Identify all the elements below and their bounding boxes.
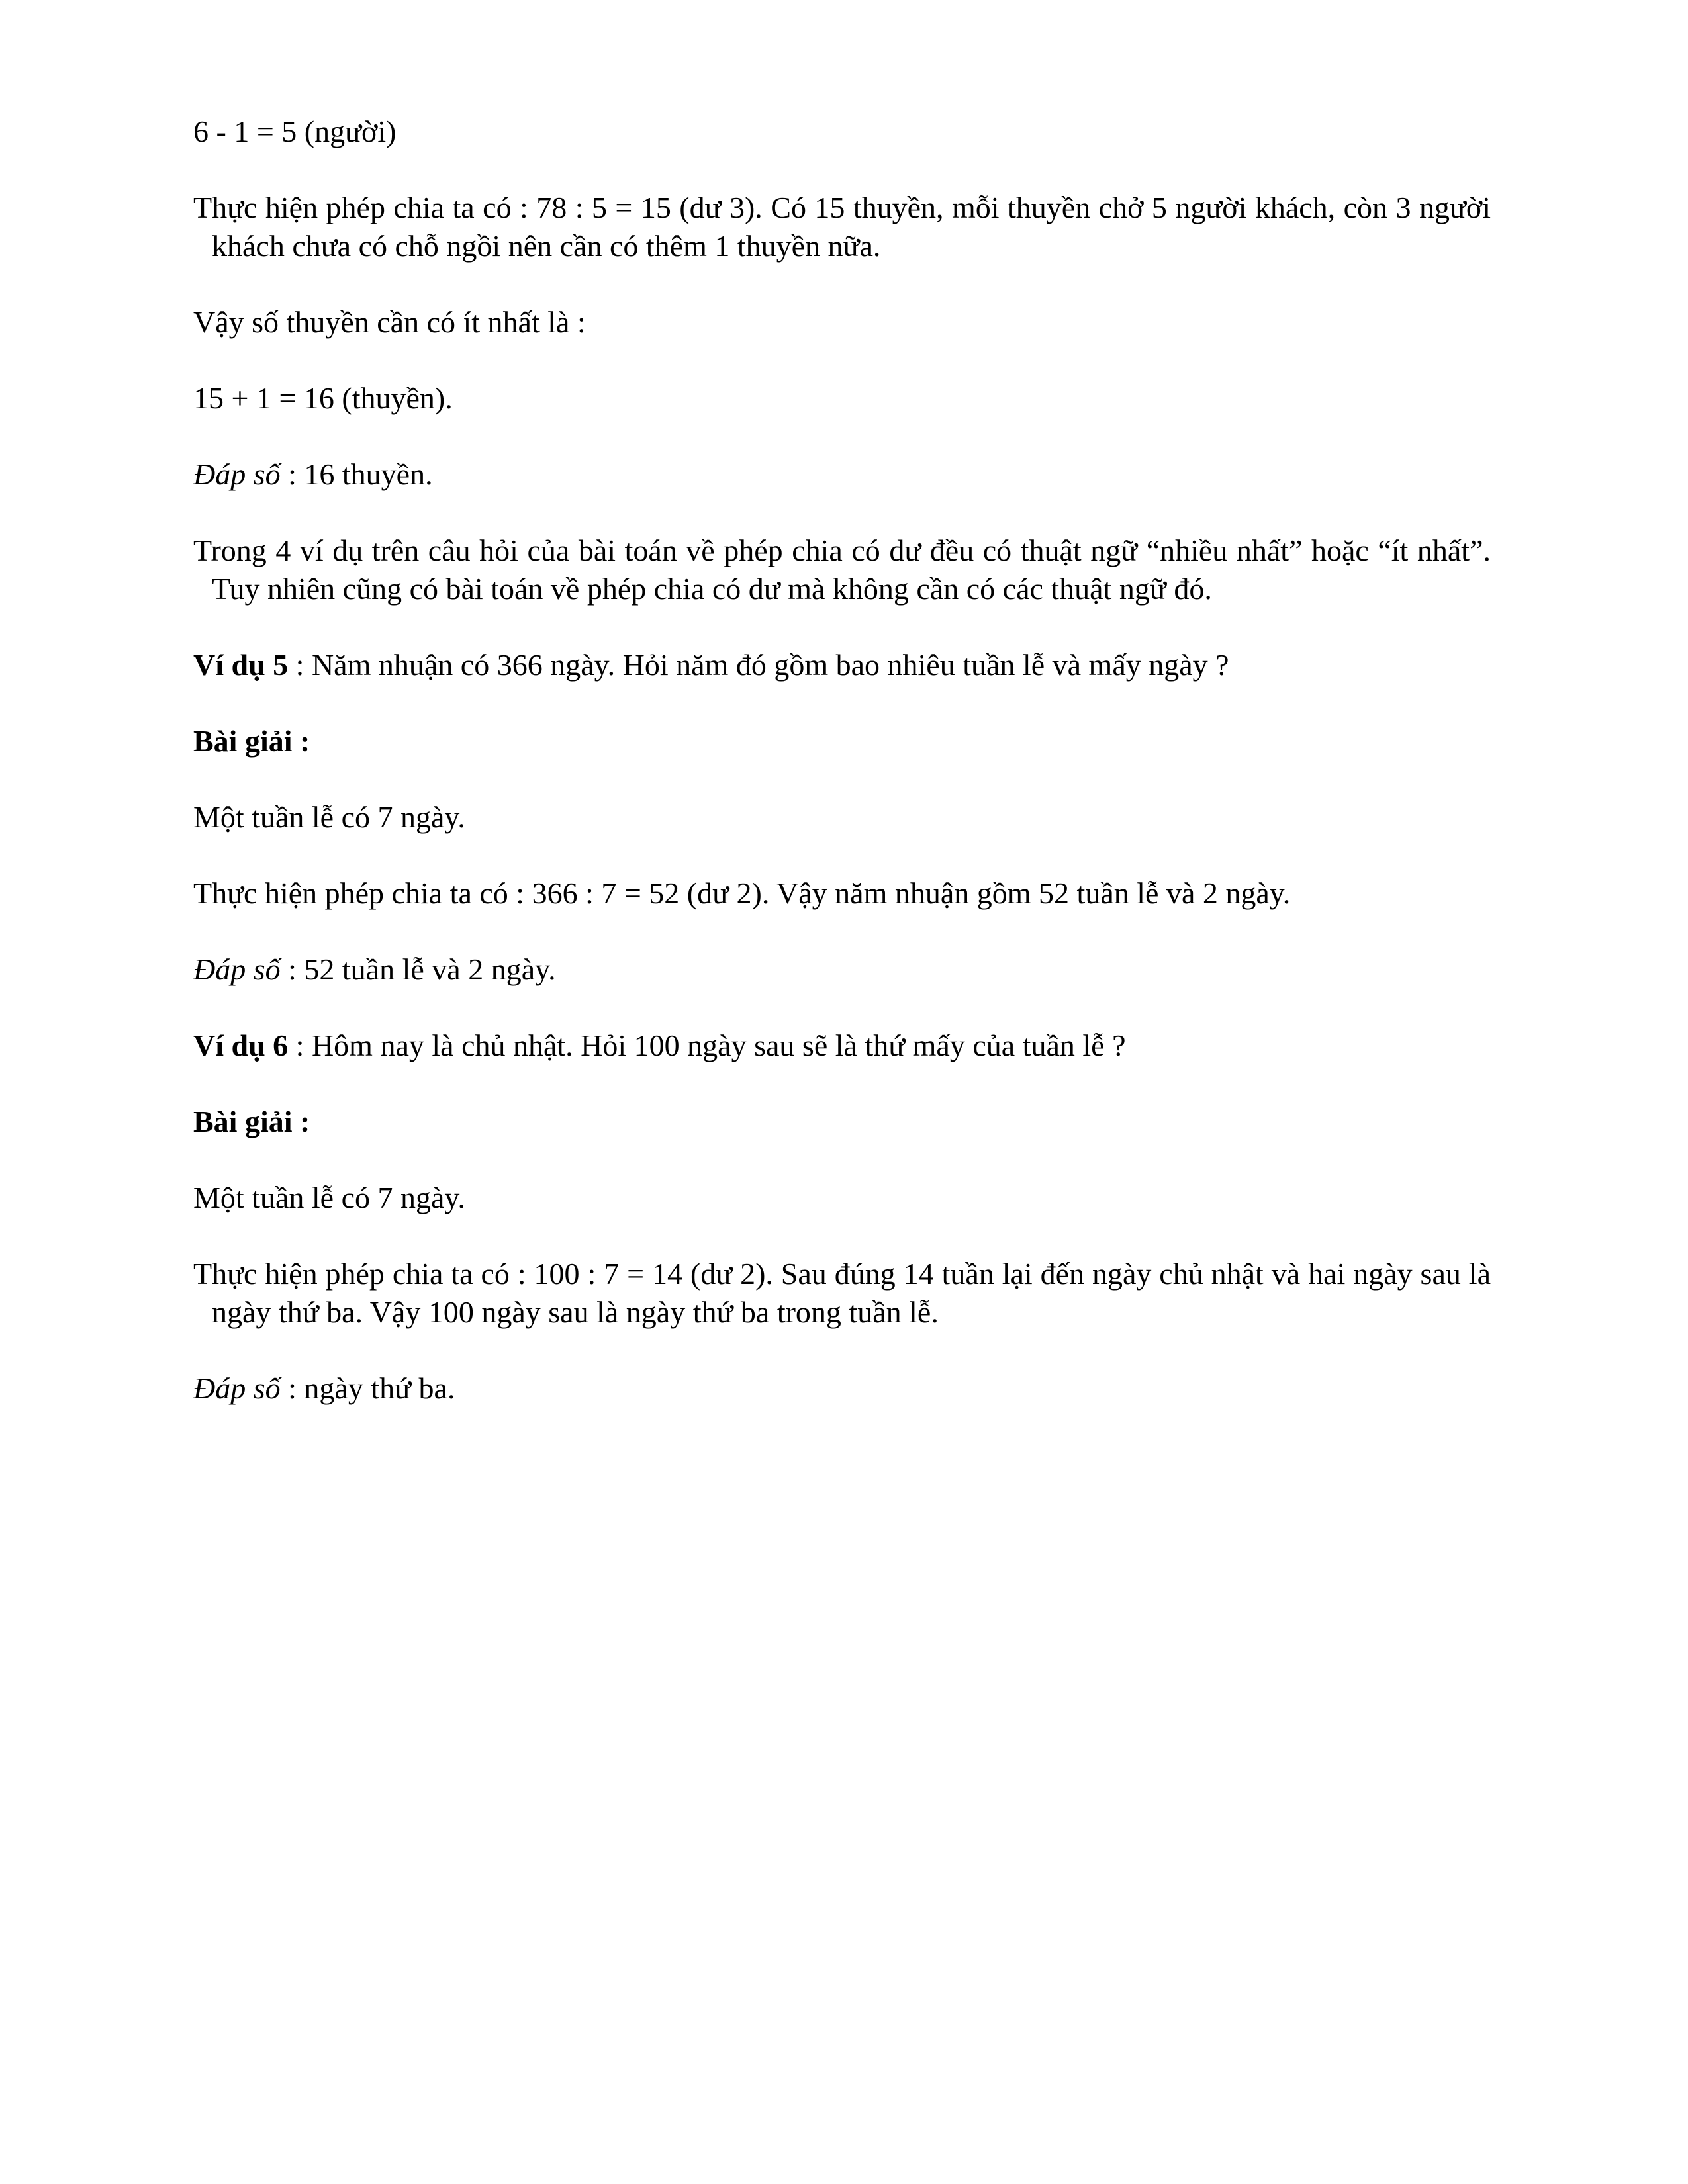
solution-heading: Bài giải : [193, 1105, 310, 1138]
example-label: Ví dụ 6 [193, 1028, 289, 1062]
division-explanation: Thực hiện phép chia ta có : 100 : 7 = 14 (dư 2). Sau đúng 14 tuần lại đến ngày chủ nhật và hai ngày sau là ngày thứ ba. Vậy 100 ngày sau là ngày thứ ba trong tuần lễ. [193, 1257, 1491, 1329]
solution-line: Một tuần lễ có 7 ngày. [193, 1181, 465, 1214]
answer-text: : 52 tuần lễ và 2 ngày. [280, 952, 556, 986]
answer-line [193, 950, 1491, 989]
example-text: : Hôm nay là chủ nhật. Hỏi 100 ngày sau sẽ là thứ mấy của tuần lễ ? [288, 1028, 1126, 1062]
answer-label: Đáp số [193, 457, 281, 491]
answer-text: : ngày thứ ba. [280, 1371, 455, 1405]
division-explanation: Thực hiện phép chia ta có : 78 : 5 = 15 (dư 3). Có 15 thuyền, mỗi thuyền chở 5 người khách, còn 3 người khách chưa có chỗ ngồi nên cần có thêm 1 thuyền nữa. [193, 191, 1491, 263]
answer-label: Đáp số [193, 1371, 281, 1405]
solution-heading: Bài giải : [193, 724, 310, 758]
example-6-question [193, 1026, 1491, 1065]
calculation-line: 15 + 1 = 16 (thuyền). [193, 381, 453, 415]
answer-line [193, 455, 1491, 494]
commentary-paragraph: Trong 4 ví dụ trên câu hỏi của bài toán về phép chia có dư đều có thuật ngữ “nhiều nhất” hoặc “ít nhất”. Tuy nhiên cũng có bài toán về phép chia có dư mà không cần có các thuật ngữ đó. [193, 533, 1491, 606]
answer-line [193, 1369, 1491, 1408]
division-explanation: Thực hiện phép chia ta có : 366 : 7 = 52 (dư 2). Vậy năm nhuận gồm 52 tuần lễ và 2 ngày. [193, 876, 1291, 910]
document-page [193, 113, 1491, 1445]
answer-label: Đáp số [193, 952, 281, 986]
example-text: : Năm nhuận có 366 ngày. Hỏi năm đó gồm bao nhiêu tuần lễ và mấy ngày ? [288, 648, 1229, 682]
conclusion-line: Vậy số thuyền cần có ít nhất là : [193, 305, 586, 339]
calculation-line: 6 - 1 = 5 (người) [193, 114, 397, 148]
example-5-question [193, 646, 1491, 684]
solution-line: Một tuần lễ có 7 ngày. [193, 800, 465, 834]
answer-text: : 16 thuyền. [280, 457, 433, 491]
example-label: Ví dụ 5 [193, 648, 289, 682]
